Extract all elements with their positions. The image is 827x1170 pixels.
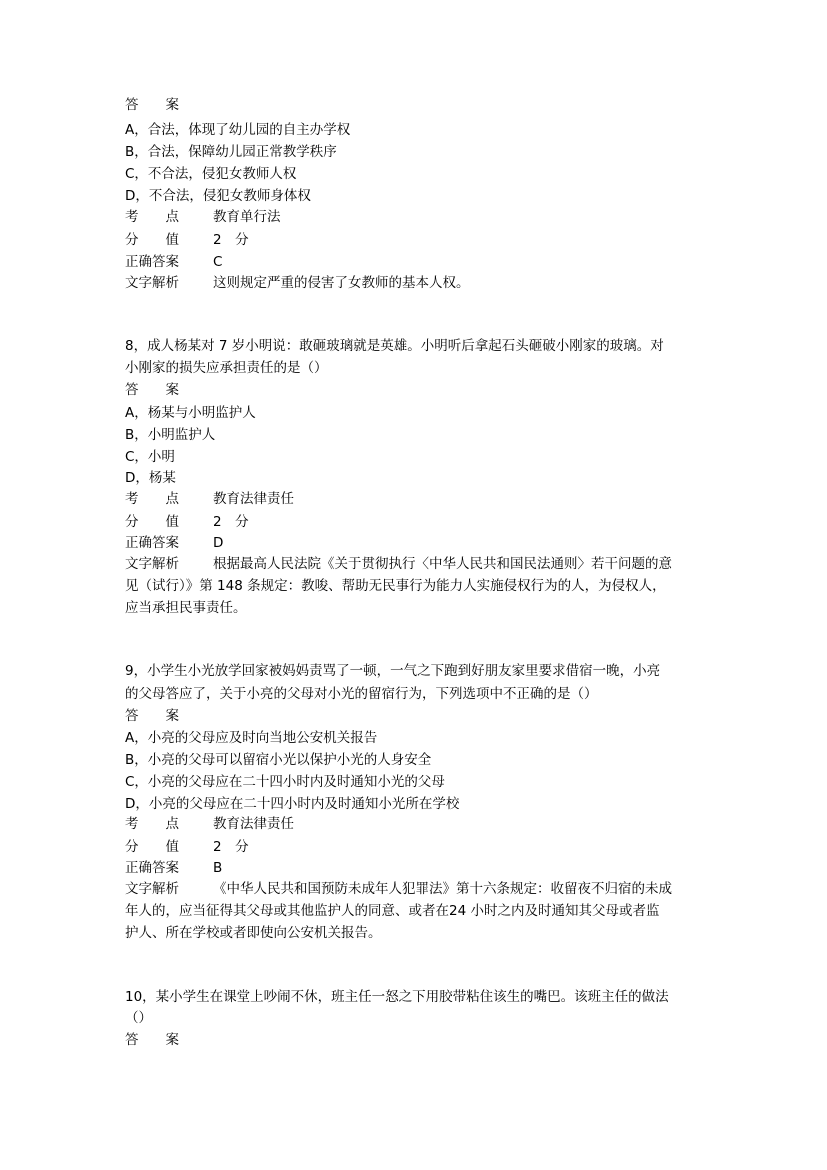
explain-label: 文字解析 xyxy=(125,275,179,291)
option-c: C，不合法，侵犯女教师人权 xyxy=(125,166,297,182)
explain-row xyxy=(125,553,672,575)
point-value: 教育法律责任 xyxy=(213,491,294,507)
correct-value: B xyxy=(213,860,223,876)
point-row xyxy=(125,488,294,510)
question-9-line1: 9，小学生小光放学回家被妈妈责骂了一顿，一气之下跑到好朋友家里要求借宿一晚，小亮 xyxy=(125,663,661,679)
correct-row xyxy=(125,251,223,273)
question-9-line2: 的父母答应了，关于小亮的父母对小光的留宿行为，下列选项中不正确的是（） xyxy=(125,686,598,702)
option-b: B，小明监护人 xyxy=(125,427,216,443)
option-a: A，小亮的父母应及时向当地公安机关报告 xyxy=(125,730,378,746)
explain-line2: 见（试行）》第 148 条规定：教唆、帮助无民事行为能力人实施侵权行为的人，为侵权人， xyxy=(125,578,666,594)
point-label: 考 点 xyxy=(125,491,179,507)
point-row xyxy=(125,206,281,228)
explain-value: 这则规定严重的侵害了女教师的基本人权。 xyxy=(213,275,470,291)
question-8-line1: 8，成人杨某对 7 岁小明说：敢砸玻璃就是英雄。小明听后拿起石头砸破小刚家的玻璃。对 xyxy=(125,338,664,354)
explain-value: 根据最高人民法院《关于贯彻执行〈中华人民共和国民法通则〉若干问题的意 xyxy=(213,556,672,572)
explain-value: 《中华人民共和国预防未成年人犯罪法》第十六条规定：收留夜不归宿的未成 xyxy=(213,881,672,897)
correct-label: 正确答案 xyxy=(125,535,179,551)
option-c: C，小亮的父母应在二十四小时内及时通知小光的父母 xyxy=(125,774,445,790)
score-label: 分 值 xyxy=(125,839,179,855)
option-d: D，杨某 xyxy=(125,470,176,486)
point-row xyxy=(125,813,294,835)
answer-label: 答 案 xyxy=(125,708,179,724)
option-a: A，杨某与小明监护人 xyxy=(125,405,256,421)
option-a: A，合法，体现了幼儿园的自主办学权 xyxy=(125,122,351,138)
score-label: 分 值 xyxy=(125,514,179,530)
score-row xyxy=(125,836,249,858)
correct-value: D xyxy=(213,535,224,551)
option-b: B，合法，保障幼儿园正常教学秩序 xyxy=(125,144,337,160)
score-value: 2 分 xyxy=(213,514,249,530)
correct-row xyxy=(125,857,223,879)
score-row xyxy=(125,229,249,251)
answer-label: 答 案 xyxy=(125,382,179,398)
explain-line3: 护人、所在学校或者即使向公安机关报告。 xyxy=(125,925,382,941)
explain-label: 文字解析 xyxy=(125,556,179,572)
option-b: B，小亮的父母可以留宿小光以保护小光的人身安全 xyxy=(125,752,432,768)
option-d: D，不合法，侵犯女教师身体权 xyxy=(125,188,311,204)
option-c: C，小明 xyxy=(125,449,175,465)
correct-label: 正确答案 xyxy=(125,254,179,270)
point-value: 教育单行法 xyxy=(213,209,281,225)
score-row xyxy=(125,511,249,533)
point-label: 考 点 xyxy=(125,209,179,225)
explain-label: 文字解析 xyxy=(125,881,179,897)
answer-label: 答 案 xyxy=(125,97,179,113)
score-value: 2 分 xyxy=(213,232,249,248)
correct-row xyxy=(125,532,224,554)
option-d: D，小亮的父母应在二十四小时内及时通知小光所在学校 xyxy=(125,796,460,812)
explain-line3: 应当承担民事责任。 xyxy=(125,600,247,616)
point-value: 教育法律责任 xyxy=(213,816,294,832)
score-label: 分 值 xyxy=(125,232,179,248)
point-label: 考 点 xyxy=(125,816,179,832)
score-value: 2 分 xyxy=(213,839,249,855)
explain-line2: 年人的，应当征得其父母或其他监护人的同意、或者在24 小时之内及时通知其父母或者监 xyxy=(125,903,660,919)
correct-label: 正确答案 xyxy=(125,860,179,876)
explain-row xyxy=(125,272,470,294)
correct-value: C xyxy=(213,254,223,270)
question-8-line2: 小刚家的损失应承担责任的是（） xyxy=(125,360,328,376)
explain-row xyxy=(125,878,672,900)
answer-label: 答 案 xyxy=(125,1032,179,1048)
question-10-line1: 10，某小学生在课堂上吵闹不休，班主任一怒之下用胶带粘住该生的嘴巴。该班主任的做法 xyxy=(125,989,669,1005)
question-10-line2: （） xyxy=(125,1010,152,1026)
